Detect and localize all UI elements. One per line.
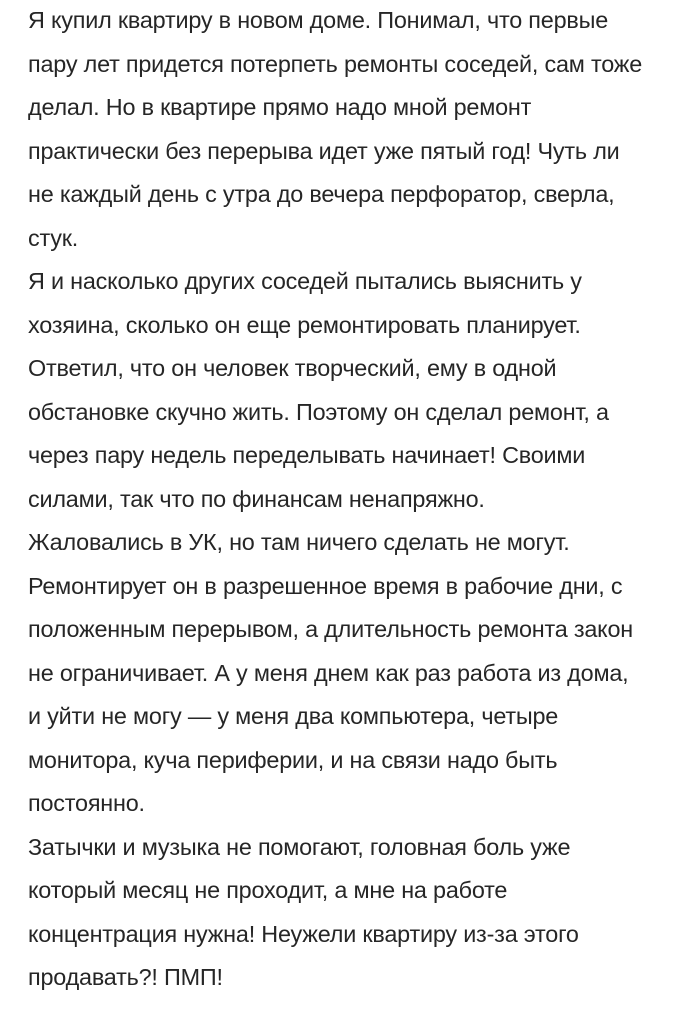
post-text xyxy=(28,0,700,1000)
text-line: Жаловались в УК, но там ничего сделать не могут. xyxy=(28,529,570,555)
text-line: Затычки и музыка не помогают, головная боль уже xyxy=(28,833,571,860)
text-line: Я и насколько других соседей пытались выяснить у xyxy=(28,268,582,294)
text-line: продавать?! ПМП! xyxy=(28,964,223,990)
text-line: монитора, куча периферии, и на связи надо быть xyxy=(28,746,558,773)
text-line: постоянно. xyxy=(28,790,145,816)
text-line: через пару недель переделывать начинает! Своими xyxy=(28,442,586,468)
text-line: положенным перерывом, а длительность ремонта закон xyxy=(28,616,634,642)
text-line: хозяина, сколько он еще ремонтировать планирует. xyxy=(28,311,581,338)
text-line: стук. xyxy=(28,224,79,251)
text-line: пару лет придется потерпеть ремонты соседей, сам тоже xyxy=(28,50,643,77)
text-line: обстановке скучно жить. Поэтому он сделал ремонт, а xyxy=(28,398,609,425)
text-line: и уйти не могу — у меня два компьютера, четыре xyxy=(28,703,559,729)
text-line: делал. Но в квартире прямо надо мной ремонт xyxy=(28,94,532,120)
text-line: не ограничивает. А у меня днем как раз работа из дома, xyxy=(28,659,629,686)
text-line: Ответил, что он человек творческий, ему в одной xyxy=(28,355,557,381)
text-line: не каждый день с утра до вечера перфоратор, сверла, xyxy=(28,181,615,207)
text-line: концентрация нужна! Неужели квартиру из-за этого xyxy=(28,920,579,947)
text-line: который месяц не проходит, а мне на работе xyxy=(28,877,508,903)
text-line: Ремонтирует он в разрешенное время в рабочие дни, с xyxy=(28,572,623,599)
text-line: практически без перерыва идет уже пятый год! Чуть ли xyxy=(28,137,620,164)
text-line: Я купил квартиру в новом доме. Понимал, что первые xyxy=(28,7,609,33)
text-line: силами, так что по финансам ненапряжно. xyxy=(28,485,485,512)
